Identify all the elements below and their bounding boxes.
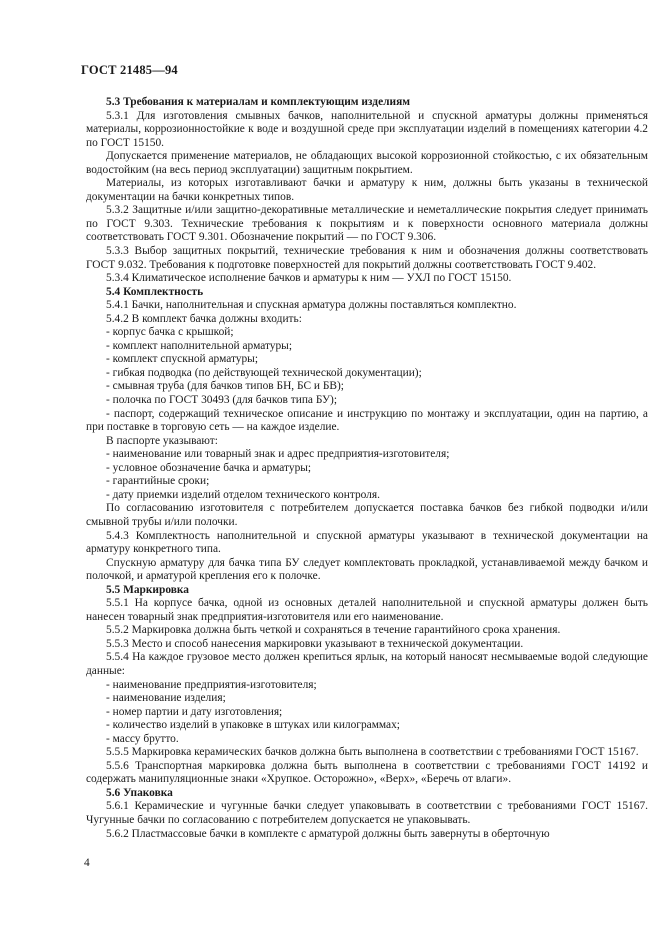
paragraph: 5.5.2 Маркировка должна быть четкой и сохраняться в течение гарантийного срока хранения. xyxy=(106,624,561,637)
list-item: - наименование изделия; xyxy=(106,692,226,705)
paragraph: 5.5.1 На корпусе бачка, одной из основных деталей наполнительной и спускной арматуры должен быть нанесен товарный знак предприятия-изготовителя или его наименование. xyxy=(86,597,648,623)
list-item: - комплект наполнительной арматуры; xyxy=(106,339,292,352)
list-item: - полочка по ГОСТ 30493 (для бачков типа БУ); xyxy=(106,394,337,407)
paragraph: 5.6.1 Керамические и чугунные бачки следует упаковывать в соответствии с требованиями ГОСТ 15167. Чугунные бачки по согласованию с потребителем допускается не упаковывать. xyxy=(86,800,648,826)
list-item: - корпус бачка с крышкой; xyxy=(106,326,234,339)
list-item: - массу брутто. xyxy=(106,732,179,745)
page-number: 4 xyxy=(84,857,90,869)
list-item: - условное обозначение бачка и арматуры; xyxy=(106,461,312,474)
paragraph: 5.3.1 Для изготовления смывных бачков, наполнительной и спускной арматуры должны применяться материалы, коррозионностойкие к воде и воздушной среде при эксплуатации изделий в помещениях категории 4.2 по ГОСТ 15150. xyxy=(86,109,648,149)
paragraph: 5.4.2 В комплект бачка должны входить: xyxy=(106,312,302,325)
document-body xyxy=(86,96,648,841)
paragraph: Материалы, из которых изготавливают бачки и арматуру к ним, должны быть указаны в технической документации на бачки конкретных типов. xyxy=(86,177,648,203)
list-item: - номер партии и дату изготовления; xyxy=(106,705,283,718)
list-item: - гибкая подводка (по действующей технической документации); xyxy=(106,366,422,379)
list-item: - смывная труба (для бачков типов БН, БС и БВ); xyxy=(106,380,344,393)
paragraph: 5.6.2 Пластмассовые бачки в комплекте с арматурой должны быть завернуты в оберточную xyxy=(106,827,550,840)
paragraph: 5.5.3 Место и способ нанесения маркировки указывают в технической документации. xyxy=(106,637,524,650)
list-item: - комплект спускной арматуры; xyxy=(106,353,259,366)
paragraph: 5.5.6 Транспортная маркировка должна быть выполнена в соответствии с требованиями ГОСТ 14192 и содержать манипуляционные знаки «Хрупкое. Осторожно», «Верх», «Беречь от влаги». xyxy=(86,759,648,786)
paragraph: Допускается применение материалов, не обладающих высокой коррозионной стойкостью, с их обязательным водостойким (на весь период эксплуатации) защитным покрытием. xyxy=(86,150,648,176)
document-header: ГОСТ 21485—94 xyxy=(81,63,178,77)
section-heading: 5.3 Требования к материалам и комплектующим изделиям xyxy=(106,96,410,108)
paragraph: По согласованию изготовителя с потребителем допускается поставка бачков без гибкой подводки и/или смывной трубы и/или полочки. xyxy=(86,502,648,528)
paragraph: - паспорт, содержащий техническое описание и инструкцию по монтажу и эксплуатации, один на партию, а при поставке в торговую сеть — на каждое изделие. xyxy=(86,407,648,434)
paragraph: В паспорте указывают: xyxy=(106,434,218,447)
paragraph: 5.3.4 Климатическое исполнение бачков и арматуры к ним — УХЛ по ГОСТ 15150. xyxy=(106,272,512,285)
paragraph: 5.3.2 Защитные и/или защитно-декоративные металлические и неметаллические покрытия следует принимать по ГОСТ 9.303. Технические требования к покрытиям и к поверхности основного материала должны соответствовать ГОСТ 9.301. Обозначение покрытий — по ГОСТ 9.306. xyxy=(86,204,648,244)
list-item: - наименование предприятия-изготовителя; xyxy=(106,678,317,691)
section-heading: 5.5 Маркировка xyxy=(106,583,189,596)
paragraph: 5.5.5 Маркировка керамических бачков должна быть выполнена в соответствии с требованиями ГОСТ 15167. xyxy=(106,746,639,759)
list-item: - количество изделий в упаковке в штуках или килограммах; xyxy=(106,719,400,732)
list-item: - дату приемки изделий отделом технического контроля. xyxy=(106,488,380,501)
list-item: - гарантийные сроки; xyxy=(106,475,210,488)
paragraph: 5.3.3 Выбор защитных покрытий, технические требования к ним и обозначения должны соответствовать ГОСТ 9.032. Требования к подготовке поверхностей для покрытий должны соответствовать ГОСТ 9.402. xyxy=(86,245,648,271)
section-heading: 5.6 Упаковка xyxy=(106,786,173,799)
paragraph: Спускную арматуру для бачка типа БУ следует комплектовать прокладкой, устанавливаемой между бачком и полочкой, и арматурой крепления его к полочке. xyxy=(86,556,648,583)
list-item: - наименование или товарный знак и адрес предприятия-изготовителя; xyxy=(106,448,450,461)
paragraph: 5.4.3 Комплектность наполнительной и спускной арматуры указывают в технической документации на арматуру конкретного типа. xyxy=(86,529,648,556)
paragraph: 5.4.1 Бачки, наполнительная и спускная арматура должны поставляться комплектно. xyxy=(106,299,517,312)
paragraph: 5.5.4 На каждое грузовое место должен крепиться ярлык, на который наносят несмываемые водой следующие данные: xyxy=(86,651,648,677)
section-heading: 5.4 Комплектность xyxy=(106,285,204,298)
